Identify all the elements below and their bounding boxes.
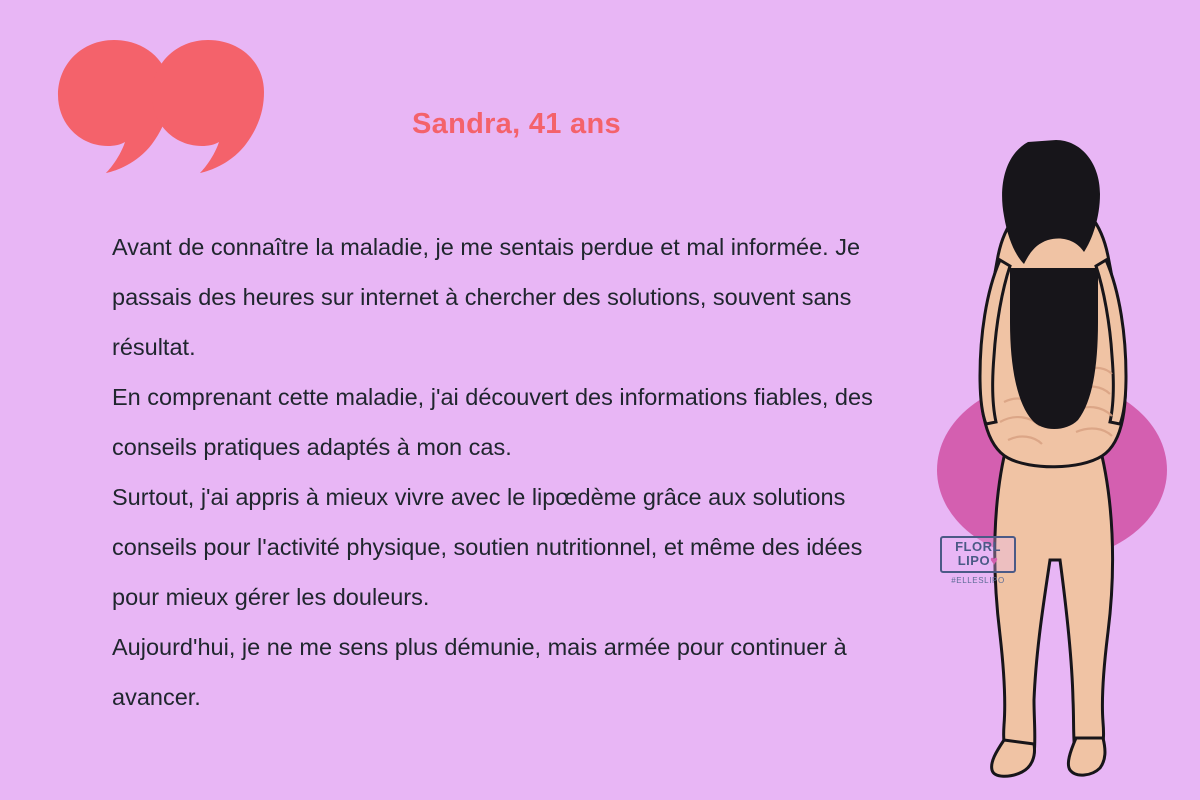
testimonial-text xyxy=(112,222,902,722)
quotation-mark-icon xyxy=(56,38,266,173)
testimonial-paragraph: Surtout, j'ai appris à mieux vivre avec le lipœdème grâce aux solutions conseils pour l'activité physique, soutien nutritionnel, et même des idées pour mieux gérer les douleurs. xyxy=(112,484,863,610)
logo-line-1: FLORL xyxy=(955,539,1001,554)
logo-line-2: LIPO xyxy=(957,553,991,568)
author-name: Sandra, 41 ans xyxy=(412,108,621,140)
brand-logo xyxy=(940,536,1016,598)
logo-box xyxy=(940,536,1016,573)
testimonial-paragraph: En comprenant cette maladie, j'ai découvert des informations fiables, des conseils pratiques adaptés à mon cas. xyxy=(112,384,873,460)
heart-icon: ♥ xyxy=(990,553,999,568)
logo-tagline: #ELLESLIPO xyxy=(951,576,1005,585)
testimonial-paragraph: Aujourd'hui, je ne me sens plus démunie, mais armée pour continuer à avancer. xyxy=(112,634,847,710)
woman-back-view-illustration xyxy=(900,140,1200,780)
testimonial-paragraph: Avant de connaître la maladie, je me sentais perdue et mal informée. Je passais des heures sur internet à chercher des solutions, souvent sans résultat. xyxy=(112,234,861,360)
